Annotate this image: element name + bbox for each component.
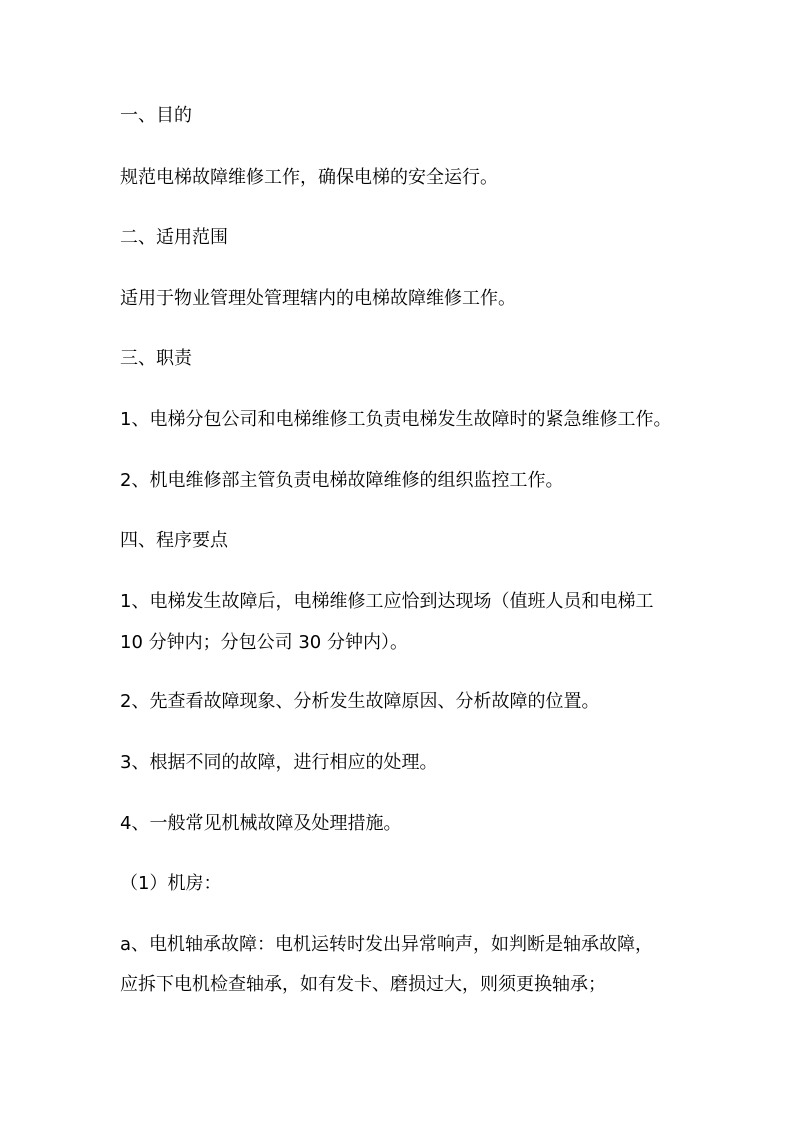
responsibility-item-2: 2、机电维修部主管负责电梯故障维修的组织监控工作。 — [120, 470, 564, 491]
procedure-item-1-line-1: 1、电梯发生故障后，电梯维修工应恰到达现场（值班人员和电梯工 — [120, 591, 654, 612]
procedure-item-4: 4、一般常见机械故障及处理措施。 — [120, 813, 402, 834]
heading-purpose: 一、目的 — [120, 105, 192, 126]
heading-responsibilities: 三、职责 — [120, 348, 192, 369]
scope-text: 适用于物业管理处管理辖内的电梯故障维修工作。 — [120, 288, 516, 309]
heading-procedure: 四、程序要点 — [120, 530, 228, 551]
subheading-machine-room: （1）机房： — [120, 873, 222, 894]
responsibility-item-1: 1、电梯分包公司和电梯维修工负责电梯发生故障时的紧急维修工作。 — [120, 409, 672, 430]
procedure-item-1-line-2: 10 分钟内；分包公司 30 分钟内）。 — [120, 632, 408, 653]
heading-scope: 二、适用范围 — [120, 227, 228, 248]
item-a-line-1: a、电机轴承故障：电机运转时发出异常响声，如判断是轴承故障， — [120, 934, 654, 955]
item-a-line-2: 应拆下电机检查轴承，如有发卡、磨损过大，则须更换轴承； — [120, 974, 606, 995]
procedure-item-3: 3、根据不同的故障，进行相应的处理。 — [120, 752, 438, 773]
purpose-text: 规范电梯故障维修工作，确保电梯的安全运行。 — [120, 167, 498, 188]
procedure-item-2: 2、先查看故障现象、分析发生故障原因、分析故障的位置。 — [120, 691, 600, 712]
